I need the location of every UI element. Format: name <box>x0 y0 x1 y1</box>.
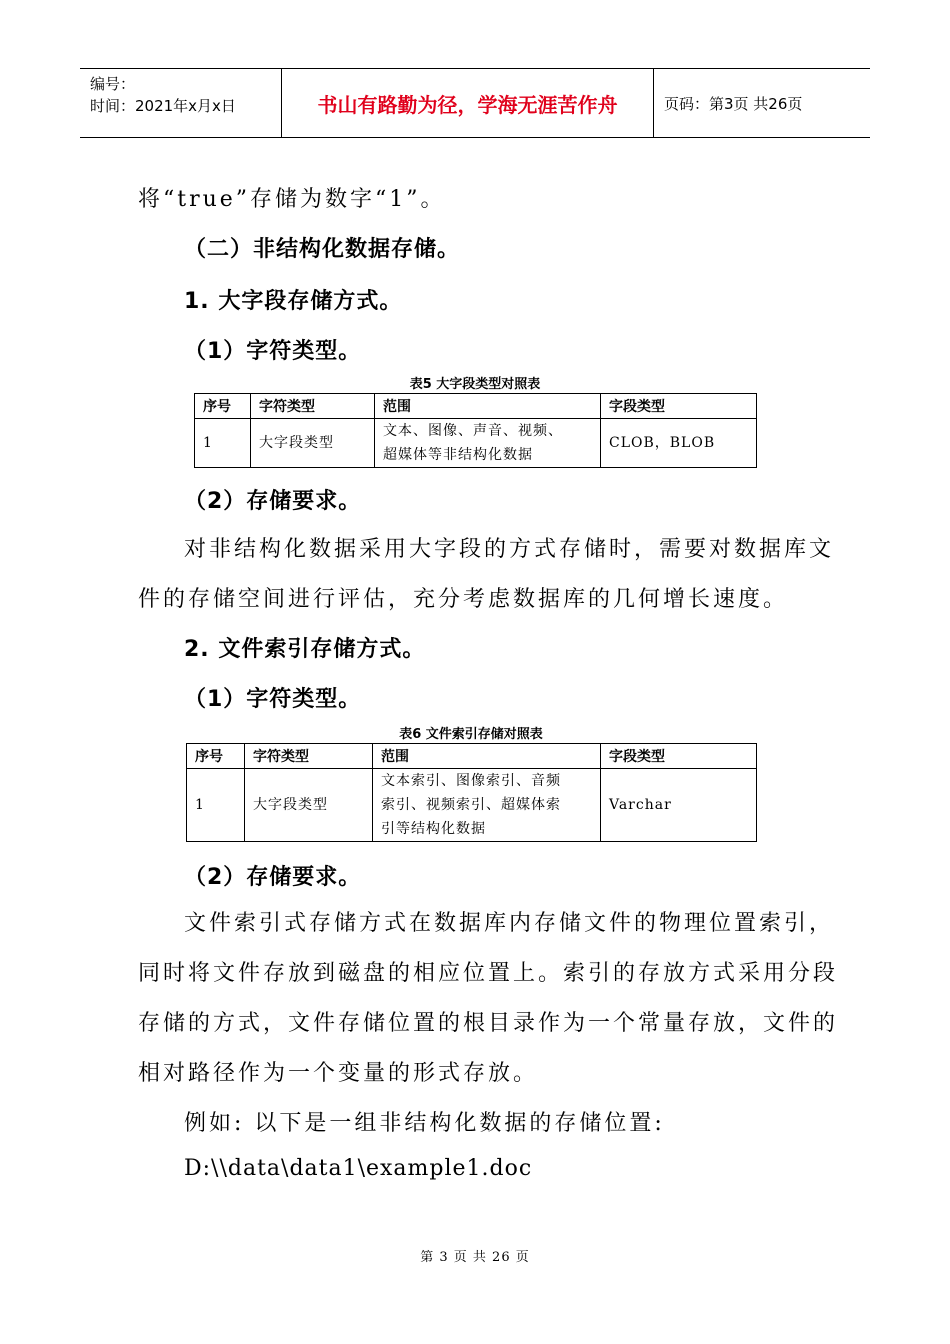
paragraph-line: 存储的方式，文件存储位置的根目录作为一个常量存放，文件的 <box>138 1011 839 1036</box>
range-line: 文本索引、图像索引、音频 <box>381 773 561 789</box>
subsection-heading: 2. 文件索引存储方式。 <box>184 637 426 662</box>
paragraph-line: 例如: 以下是一组非结构化数据的存储位置: <box>184 1111 665 1136</box>
subsection-heading: （1）字符类型。 <box>184 687 362 712</box>
table-row <box>187 769 757 842</box>
table-cell-no: 1 <box>195 419 251 468</box>
paragraph-line: 相对路径作为一个变量的形式存放。 <box>138 1061 539 1086</box>
range-line: 引等结构化数据 <box>381 821 486 837</box>
subsection-heading: （2）存储要求。 <box>184 865 362 890</box>
header-left <box>80 69 282 137</box>
page-header <box>80 68 870 138</box>
paragraph-line: 对非结构化数据采用大字段的方式存储时，需要对数据库文 <box>184 537 835 562</box>
table-cell-range <box>373 769 601 842</box>
table-header-cell: 字符类型 <box>245 744 373 769</box>
table-caption: 表5 大字段类型对照表 <box>409 377 541 392</box>
document-number-label: 编号： <box>90 75 136 93</box>
table-header-cell: 序号 <box>187 744 245 769</box>
table-cell-range <box>375 419 601 468</box>
range-line: 索引、视频索引、超媒体索 <box>381 797 561 813</box>
header-page-info: 页码：第3页 共26页 <box>664 94 803 113</box>
page-footer: 第 3 页 共 26 页 <box>420 1250 530 1265</box>
paragraph-line: 文件索引式存储方式在数据库内存储文件的物理位置索引， <box>184 911 835 936</box>
range-line: 文本、图像、声音、视频、 <box>383 423 563 439</box>
table-cell-type: 大字段类型 <box>245 769 373 842</box>
table-header-cell: 字符类型 <box>251 394 375 419</box>
table-header-row <box>195 394 757 419</box>
paragraph-line: 同时将文件存放到磁盘的相应位置上。索引的存放方式采用分段 <box>138 961 839 986</box>
range-line: 超媒体等非结构化数据 <box>383 447 533 463</box>
table-row <box>195 419 757 468</box>
table-large-field-types <box>194 393 757 468</box>
table-caption: 表6 文件索引存储对照表 <box>399 727 543 742</box>
table-cell-type: 大字段类型 <box>251 419 375 468</box>
table-cell-no: 1 <box>187 769 245 842</box>
document-date-label: 时间：2021年x月x日 <box>90 97 236 115</box>
table-header-cell: 字段类型 <box>601 394 757 419</box>
table-header-row <box>187 744 757 769</box>
paragraph-line: 将“true”存储为数字“1”。 <box>138 187 446 212</box>
file-path-line: D:\\data\data1\example1.doc <box>184 1156 533 1181</box>
subsection-heading: （1）字符类型。 <box>184 339 362 364</box>
subsection-heading: （2）存储要求。 <box>184 489 362 514</box>
table-cell-field: CLOB，BLOB <box>601 419 757 468</box>
subsection-heading: 1. 大字段存储方式。 <box>184 289 403 314</box>
table-header-cell: 字段类型 <box>601 744 757 769</box>
table-header-cell: 范围 <box>375 394 601 419</box>
table-file-index-storage <box>186 743 757 842</box>
header-motto: 书山有路勤为径，学海无涯苦作舟 <box>282 69 654 137</box>
table-cell-field: Varchar <box>601 769 757 842</box>
table-header-cell: 范围 <box>373 744 601 769</box>
section-heading: （二）非结构化数据存储。 <box>184 237 461 262</box>
table-header-cell: 序号 <box>195 394 251 419</box>
paragraph-line: 件的存储空间进行评估，充分考虑数据库的几何增长速度。 <box>138 587 789 612</box>
